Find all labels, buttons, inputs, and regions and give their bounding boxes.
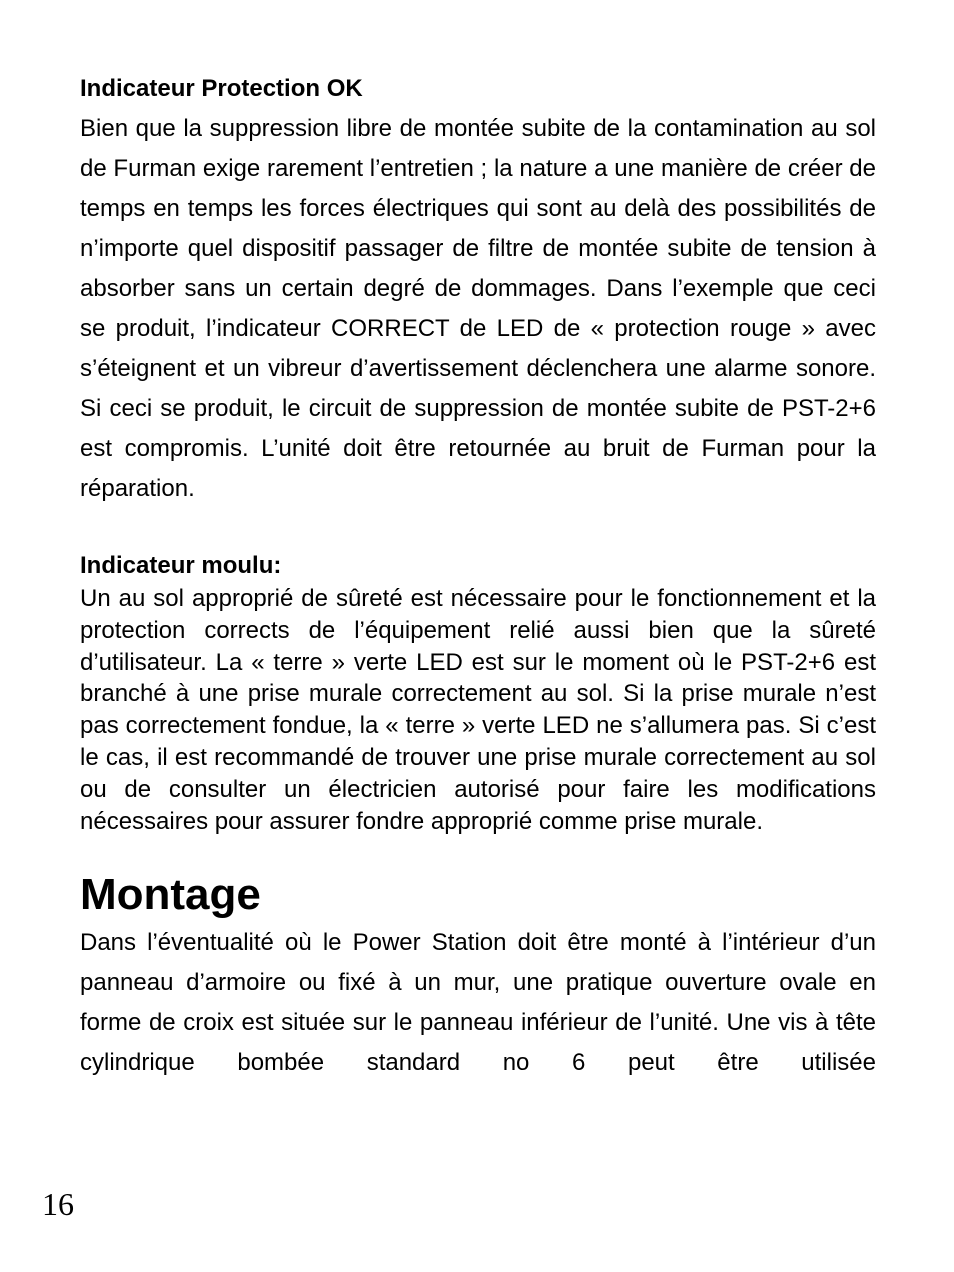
section-paragraph: Bien que la suppression libre de montée subite de la contamination au sol de Furman exige rarement l’entretien ; la nature a une manière de créer de temps en temps les forces électriques qui sont au delà des possibilités de n’importe quel dispositif passager de filtre de montée subite de tension à absorber sans un certain degré de dommages. Dans l’exemple que ceci se produit, l’indicateur CORRECT de LED de « protection rouge » avec s’éteignent et un vibreur d’avertissement déclenchera une alarme sonore. Si ceci se produit, le circuit de suppression de montée subite de PST-2+6 est compromis. L’unité doit être retournée au bruit de Furman pour la réparation. (80, 115, 876, 502)
section-protection-ok (80, 72, 876, 509)
page-content (80, 72, 876, 1083)
page-number: 16 (42, 1186, 74, 1222)
section-ground-indicator (80, 549, 876, 837)
section-paragraph: Dans l’éventualité où le Power Station doit être monté à l’intérieur d’un panneau d’armoire ou fixé à un mur, une pratique ouverture ovale en forme de croix est située sur le panneau inférieur de l’unité. Une vis à tête cylindrique bombée standard no 6 peut être utilisée (80, 929, 876, 1077)
chapter-heading: Montage (80, 870, 261, 920)
section-heading: Indicateur moulu: (80, 552, 282, 579)
section-montage (80, 867, 876, 1083)
section-paragraph: Un au sol approprié de sûreté est nécessaire pour le fonctionnement et la protection corrects de l’équipement relié aussi bien que la sûreté d’utilisateur. La « terre » verte LED est sur le moment où le PST-2+6 est branché à une prise murale correctement au sol. Si la prise murale n’est pas correctement fondue, la « terre » verte LED ne s’allumera pas. Si c’est le cas, il est recommandé de trouver une prise murale correctement au sol ou de consulter un électricien autorisé pour faire les modifications nécessaires pour assurer fondre approprié comme prise murale. (80, 585, 876, 835)
section-heading: Indicateur Protection OK (80, 75, 363, 102)
